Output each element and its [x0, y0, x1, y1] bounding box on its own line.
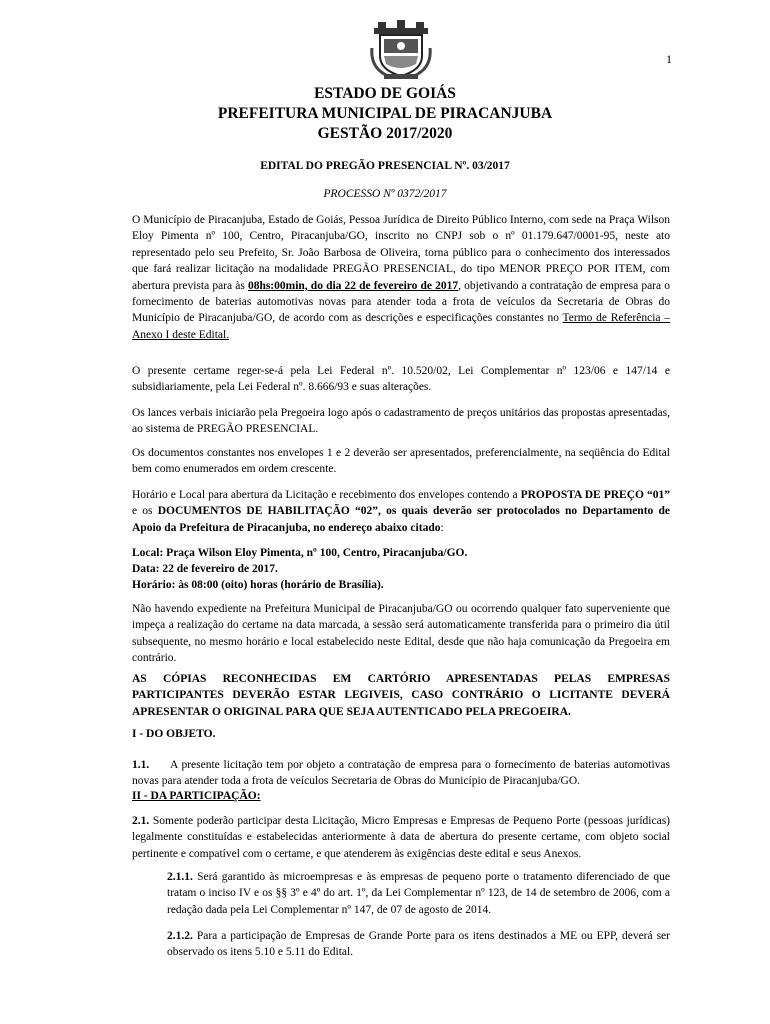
copias-notice: AS CÓPIAS RECONHECIDAS EM CARTÓRIO APRESENTADAS PELAS EMPRESAS PARTICIPANTES DEVERÃO ESTAR LEGIVEIS, CASO CONTRÁRIO O LICITANTE DEVERÁ APRESENTAR O ORIGINAL PARA QUE SEJA AUTENTICADO PELA PREGOEIRA. [132, 673, 670, 718]
section-participacao-heading: II - DA PARTICIPAÇÃO: [132, 790, 261, 802]
item-1-1-number: 1.1. [132, 759, 150, 771]
item-2-1-2-number: 2.1.2. [167, 930, 193, 942]
item-2-1-2-text: Para a participação de Empresas de Grande Porte para os itens destinados a ME ou EPP, deverá ser observado os itens 5.10 e 5.11 do Edital. [167, 930, 670, 959]
time-line: Horário: às 08:00 (oito) horas (horário de Brasília). [132, 579, 384, 591]
item-2-1 [132, 813, 670, 862]
item-2-1-number: 2.1. [132, 815, 150, 827]
expediente-paragraph: Não havendo expediente na Prefeitura Municipal de Piracanjuba/GO ou ocorrendo qualquer fato superveniente que impeça a realização do certame na data marcada, a sessão será automaticamente transferida para o primeiro dia útil subsequente, no mesmo horário e local estabelecido neste Edital, desde que não haja comunicação da Pregoeira em contrário. [132, 603, 670, 665]
item-2-1-1-text: Será garantido às microempresas e às empresas de pequeno porte o tratamento diferenciado de que tratam o inciso IV e os §§ 3º e 4º do art. 1º, da Lei Complementar nº 123, de 14 de setembro de 2006, com a redação dada pela Lei Complementar nº 147, de 07 de agosto de 2014. [167, 871, 670, 916]
intro-text-1: O Município de Piracanjuba, Estado de Goiás, Pessoa Jurídica de Direito Público Interno, com sede na Praça Wilson Eloy Pimenta nº 100, Centro, Piracanjuba/GO, inscrito no CNPJ sob o nº 01.179.647/0001-95, neste ato representado pelo seu Prefeito, Sr. João Barbosa de Oliveira, torna público para o conhecimento dos interessados que fará realizar licitação na modalidade PREGÃO PRESENCIAL, do tipo MENOR PREÇO POR ITEM, com abertura prevista para às [132, 214, 670, 292]
term-heading: GESTÃO 2017/2020 [317, 125, 453, 142]
page-number: 1 [666, 52, 672, 66]
prefecture-heading: PREFEITURA MUNICIPAL DE PIRACANJUBA [217, 105, 553, 122]
intro-opening-date: 08hs:00min, do dia 22 de fevereiro de 2017 [247, 279, 459, 292]
horario-paragraph [132, 487, 670, 536]
lances-paragraph: Os lances verbais iniciarão pela Pregoeira logo após o cadastramento de preços unitários das propostas apresentadas, ao sistema de PREGÃO PRESENCIAL. [132, 407, 670, 436]
documentos-paragraph: Os documentos constantes nos envelopes 1 e 2 deverão ser apresentados, preferencialmente, na seqüência do Edital bem como enumerados em ordem crescente. [132, 447, 670, 476]
date-line: Data: 22 de fevereiro de 2017. [132, 563, 278, 575]
processo-number: PROCESSO Nº 0372/2017 [323, 188, 447, 200]
item-1-1-text: A presente licitação tem por objeto a contratação de empresa para o fornecimento de baterias automotivas novas para atender toda a frota de veículos Secretaria de Obras do Município de Piracanjuba/GO. [132, 759, 670, 788]
intro-paragraph [132, 212, 670, 343]
regency-paragraph: O presente certame reger-se-á pela Lei Federal nº. 10.520/02, Lei Complementar nº 123/06 e 147/14 e subsidiariamente, pela Lei Federal nº. 8.666/93 e suas alterações. [132, 365, 670, 394]
proposta-preco: PROPOSTA DE PREÇO “01” [520, 489, 670, 501]
item-1-1 [132, 757, 670, 790]
intro-annex-reference: Termo de Referência – Anexo I deste Edital. [132, 312, 670, 341]
item-2-1-2 [167, 928, 670, 961]
item-2-1-1-number: 2.1.1. [167, 871, 193, 883]
item-2-1-text: Somente poderão participar desta Licitação, Micro Empresas e Empresas de Pequeno Porte (pessoas jurídicas) legalmente constituídas e estabelecidas anteriormente à data de abertura do presente certame, com objeto social pertinente e compatível com o certame, e que atenderem às exigências deste edital e seus Anexos. [132, 815, 670, 860]
documentos-habilitacao: DOCUMENTOS DE HABILITAÇÃO “02”, os quais deverão ser protocolados no Departamento de Apoio da Prefeitura de Piracanjuba, no endereço abaixo citado [132, 505, 670, 534]
section-objeto-heading: I - DO OBJETO. [132, 728, 216, 740]
municipal-coat-of-arms [370, 18, 432, 80]
horario-text-3: : [440, 521, 444, 534]
edital-title: EDITAL DO PREGÃO PRESENCIAL Nº. 03/2017 [260, 160, 510, 172]
state-heading: ESTADO DE GOIÁS [314, 85, 456, 102]
intro-text-2: , objetivando a contratação de empresa para o fornecimento de baterias automotivas novas para atender toda a frota de veículos da Secretaria de Obras do Município de Piracanjuba/GO, de acordo com as descrições e especificações constantes no [132, 279, 670, 325]
horario-text-1: Horário e Local para abertura da Licitação e recebimento dos envelopes contendo a [132, 489, 521, 501]
item-2-1-1 [167, 869, 670, 918]
horario-text-2: e os [132, 505, 158, 518]
local-line: Local: Praça Wilson Eloy Pimenta, nº 100, Centro, Piracanjuba/GO. [132, 547, 468, 559]
